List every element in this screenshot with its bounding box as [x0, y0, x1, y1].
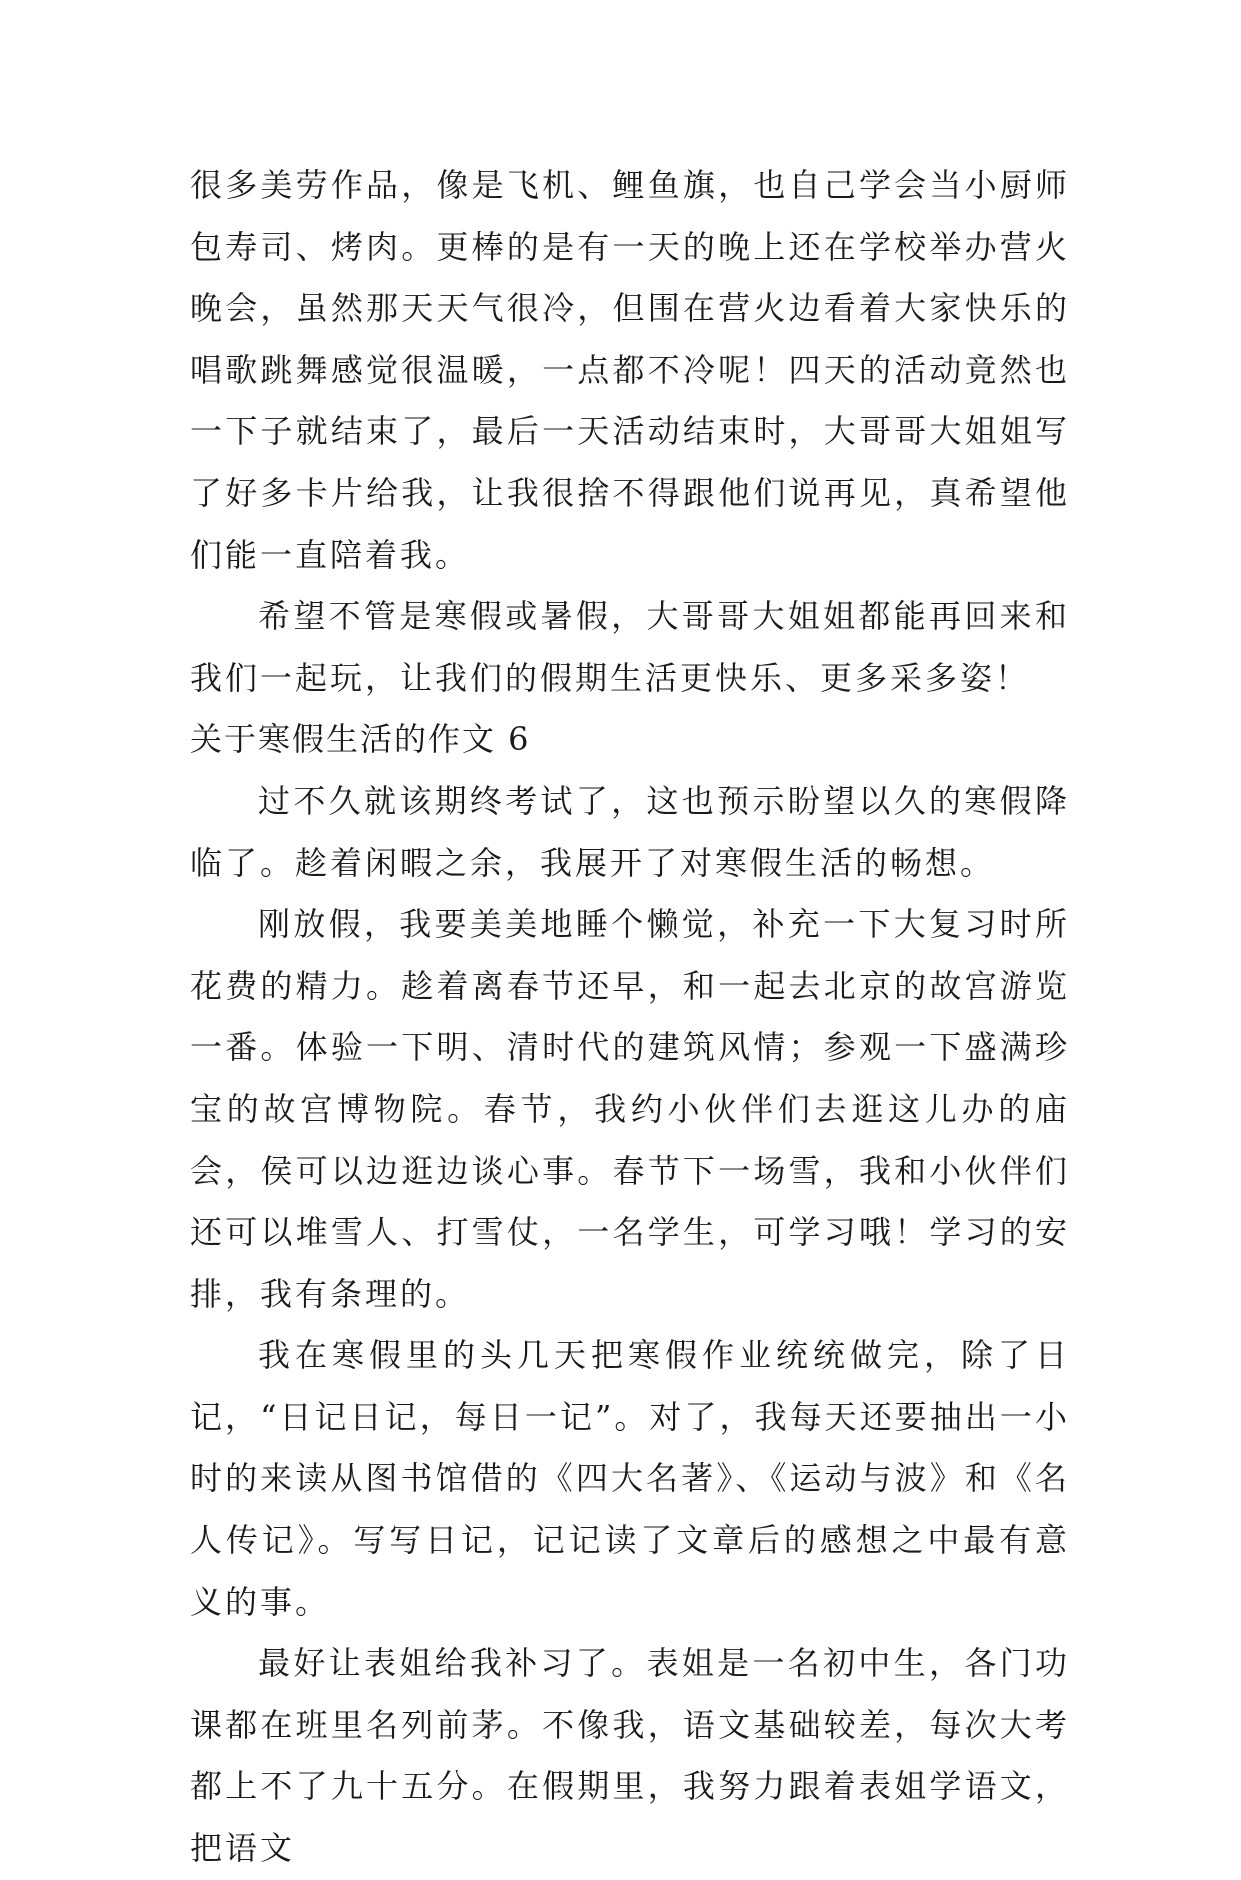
paragraph: 我在寒假里的头几天把寒假作业统统做完，除了日记，“日记日记，每日一记”。对了，我每天还要抽出一小时的来读从图书馆借的《四大名著》、《运动与波》和《名人传记》。写写日记，记记读了文章后的感想之中最有意义的事。 [190, 1336, 1070, 1621]
paragraph: 很多美劳作品，像是飞机、鲤鱼旗，也自己学会当小厨师包寿司、烤肉。更棒的是有一天的晚上还在学校举办营火晚会，虽然那天天气很冷，但围在营火边看着大家快乐的唱歌跳舞感觉很温暖，一点都不冷呢！四天的活动竟然也一下子就结束了，最后一天活动结束时，大哥哥大姐姐写了好多卡片给我，让我很捨不得跟他们说再见，真希望他们能一直陪着我。 [190, 166, 1070, 574]
paragraph: 希望不管是寒假或暑假，大哥哥大姐姐都能再回来和我们一起玩，让我们的假期生活更快乐、更多采多姿！ [190, 597, 1070, 697]
document-page [190, 155, 1070, 1880]
paragraph: 刚放假，我要美美地睡个懒觉，补充一下大复习时所花费的精力。趁着离春节还早，和一起去北京的故宫游览一番。体验一下明、清时代的建筑风情；参观一下盛满珍宝的故宫博物院。春节，我约小伙伴们去逛这儿办的庙会，侯可以边逛边谈心事。春节下一场雪，我和小伙伴们还可以堆雪人、打雪仗，一名学生，可学习哦！学习的安排，我有条理的。 [190, 905, 1070, 1313]
paragraph: 过不久就该期终考试了，这也预示盼望以久的寒假降临了。趁着闲暇之余，我展开了对寒假生活的畅想。 [190, 781, 1070, 882]
paragraph: 最好让表姐给我补习了。表姐是一名初中生，各门功课都在班里名列前茅。不像我，语文基础较差，每次大考都上不了九十五分。在假期里，我努力跟着表姐学语文，把语文 [190, 1644, 1070, 1868]
section-heading: 关于寒假生活的作文 6 [190, 720, 531, 759]
